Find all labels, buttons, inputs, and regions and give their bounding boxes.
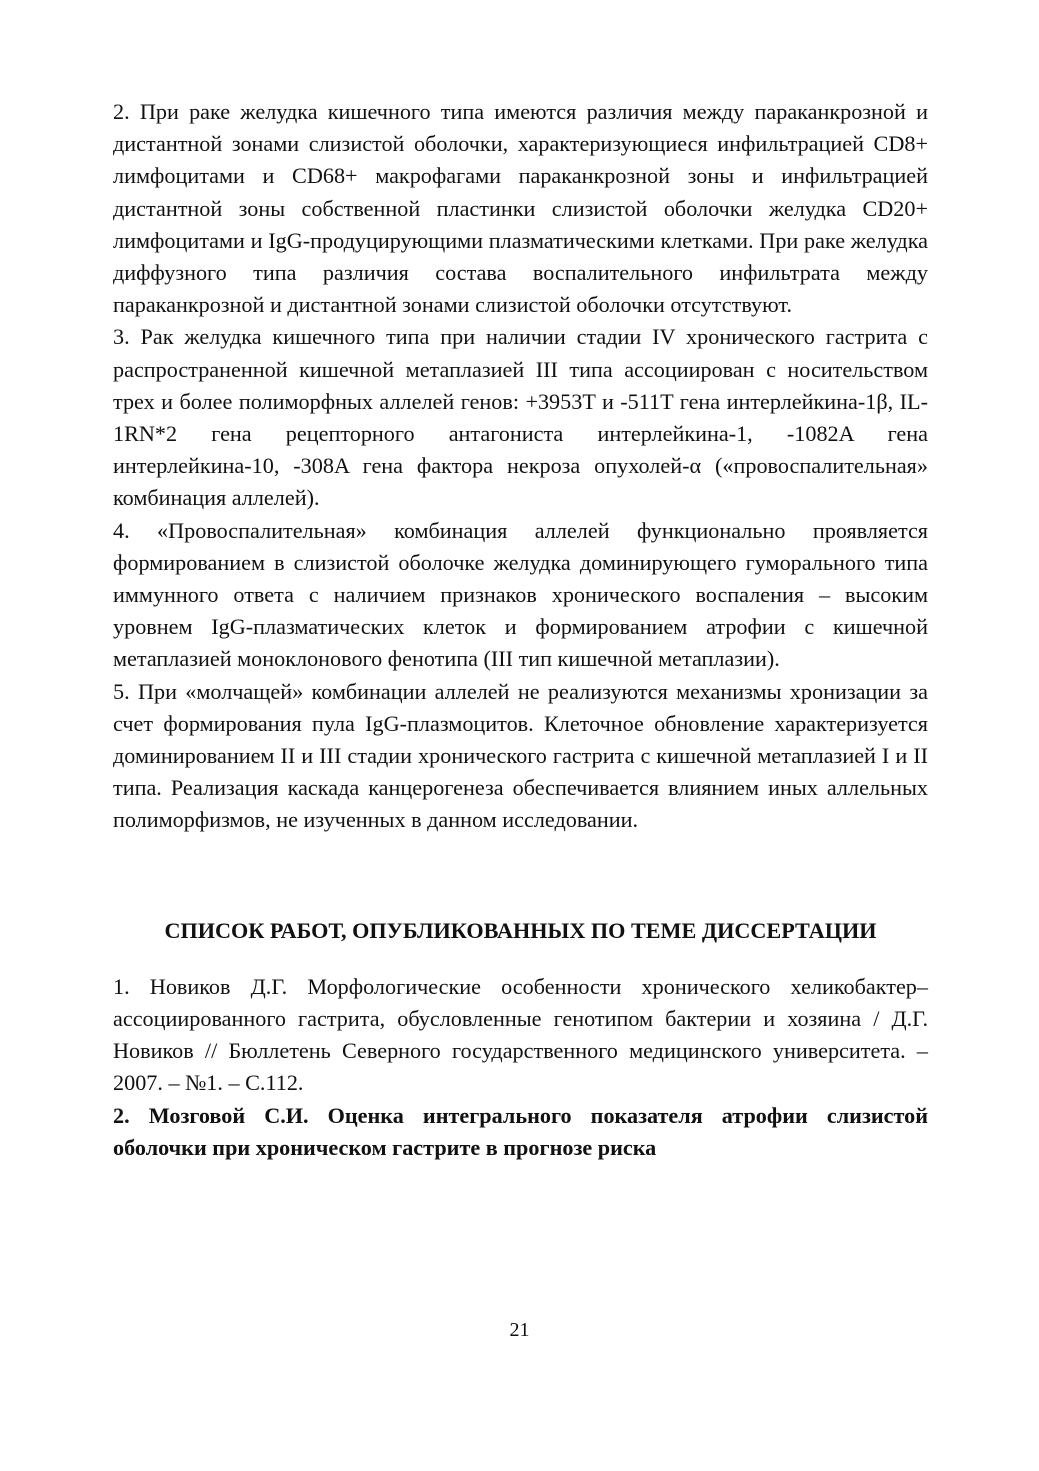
conclusion-item-2: 2. При раке желудка кишечного типа имеются различия между параканкрозной и дистантной зонами слизистой оболочки, характеризующиеся инфильтрацией CD8+ лимфоцитами и CD68+ макрофагами параканкрозной зоны и инфильтрацией дистантной зоны собственной пластинки слизистой оболочки желудка CD20+ лимфоцитами и IgG-продуцирующими плазматическими клетками. При раке желудка диффузного типа различия состава воспалительного инфильтрата между параканкрозной и дистантной зонами слизистой оболочки отсутствуют. xyxy=(113,99,928,318)
conclusion-item-3: 3. Рак желудка кишечного типа при наличии стадии IV хронического гастрита с распространенной кишечной метаплазией III типа ассоциирован с носительством трех и более полиморфных аллелей генов: +3953T и -511T гена интерлейкина-1β, IL-1RN*2 гена рецепторного антагониста интерлейкина-1, -1082A гена интерлейкина-10, -308A гена фактора некроза опухолей-α («провоспалительная» комбинация аллелей). xyxy=(113,324,928,511)
conclusion-item-4: 4. «Провоспалительная» комбинация аллелей функционально проявляется формированием в слизистой оболочке желудка доминирующего гуморального типа иммунного ответа с наличием признаков хронического воспаления – высоким уровнем IgG-плазматических клеток и формированием атрофии с кишечной метаплазией моноклонового фенотипа (III тип кишечной метаплазии). xyxy=(113,517,928,672)
heading-spacer xyxy=(113,947,928,971)
document-page xyxy=(113,96,928,1164)
publication-item-1: 1. Новиков Д.Г. Морфологические особенности хронического хеликобактер–ассоциированного гастрита, обусловленные генотипом бактерии и хозяина / Д.Г. Новиков // Бюллетень Северного государственного медицинского университета. – 2007. – №1. – С.112. xyxy=(113,973,928,1096)
section-spacer xyxy=(113,837,928,915)
page-number: 21 xyxy=(509,1319,530,1341)
publications-heading: СПИСОК РАБОТ, ОПУБЛИКОВАННЫХ ПО ТЕМЕ ДИССЕРТАЦИИ xyxy=(164,917,877,943)
publication-item-2: 2. Мозговой С.И. Оценка интегрального показателя атрофии слизистой оболочки при хроническом гастрите в прогнозе риска xyxy=(113,1102,928,1160)
conclusion-item-5: 5. При «молчащей» комбинации аллелей не реализуются механизмы хронизации за счет формирования пула IgG-плазмоцитов. Клеточное обновление характеризуется доминированием II и III стадии хронического гастрита с кишечной метаплазией I и II типа. Реализация каскада канцерогенеза обеспечивается влиянием иных аллельных полиморфизмов, не изученных в данном исследовании. xyxy=(113,678,928,833)
